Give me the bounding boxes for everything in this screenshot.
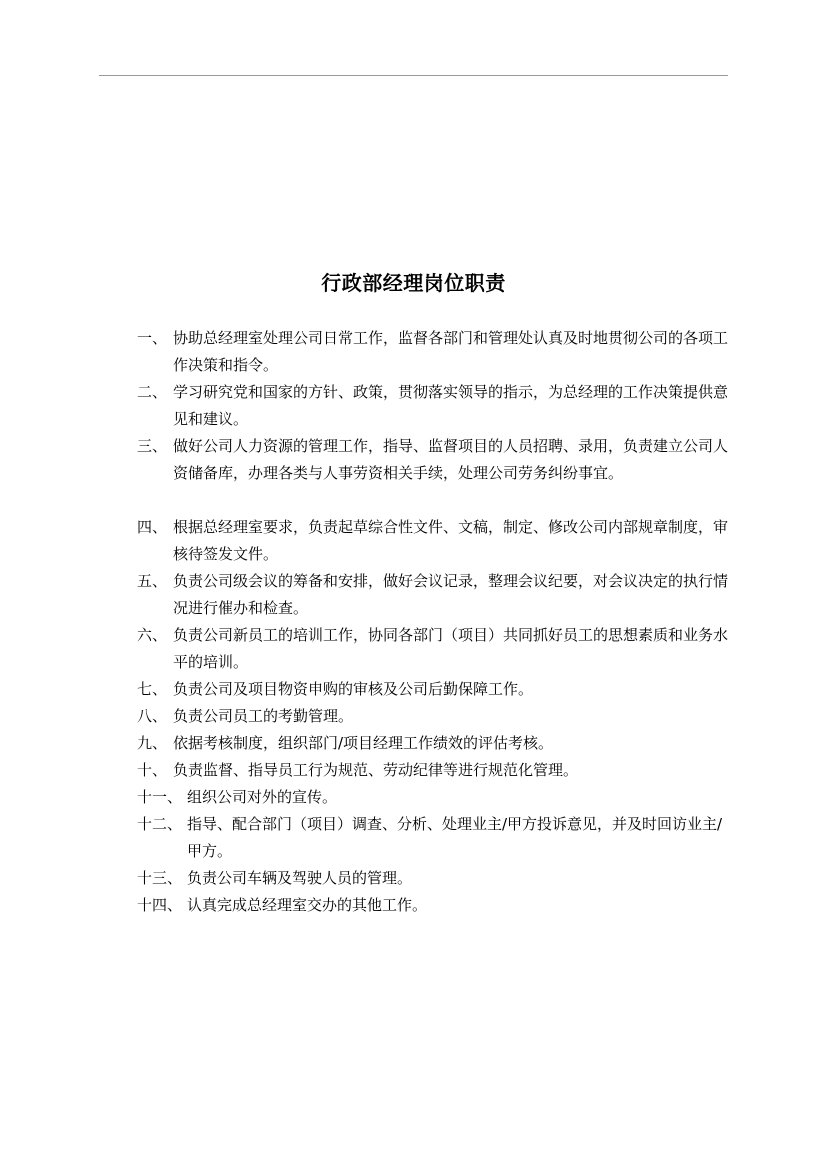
duty-text: 学习研究党和国家的方针、政策，贯彻落实领导的指示，为总经理的工作决策提供意见和建议。 bbox=[173, 383, 729, 428]
duty-text: 负责公司车辆及驾驶人员的管理。 bbox=[187, 869, 413, 887]
duty-number: 七、 bbox=[137, 680, 168, 698]
duty-text: 负责公司员工的考勤管理。 bbox=[173, 707, 354, 725]
duty-item-4 bbox=[137, 514, 737, 568]
duty-item-1 bbox=[137, 325, 737, 379]
duty-number: 十四、 bbox=[137, 896, 183, 914]
duty-item-8 bbox=[137, 703, 737, 730]
duty-text: 负责监督、指导员工行为规范、劳动纪律等进行规范化管理。 bbox=[173, 761, 579, 779]
header-rule bbox=[99, 75, 728, 76]
duty-item-3 bbox=[137, 433, 737, 487]
duty-number: 十三、 bbox=[137, 869, 183, 887]
duty-number: 十、 bbox=[137, 761, 168, 779]
duty-text: 根据总经理室要求，负责起草综合性文件、文稿，制定、修改公司内部规章制度，审核待签发文件。 bbox=[173, 518, 729, 563]
document-title: 行政部经理岗位职责 bbox=[321, 271, 506, 295]
duty-text: 负责公司及项目物资申购的审核及公司后勤保障工作。 bbox=[173, 680, 534, 698]
duty-number: 五、 bbox=[137, 572, 168, 590]
duty-text: 组织公司对外的宣传。 bbox=[187, 788, 338, 806]
duty-item-2 bbox=[137, 379, 737, 433]
duty-text: 负责公司新员工的培训工作，协同各部门（项目）共同抓好员工的思想素质和业务水平的培训。 bbox=[173, 626, 729, 671]
duty-text: 负责公司级会议的筹备和安排，做好会议记录，整理会议纪要，对会议决定的执行情况进行催办和检查。 bbox=[173, 572, 729, 617]
duty-text: 指导、配合部门（项目）调查、分析、处理业主/甲方投诉意见，并及时回访业主/甲方。 bbox=[187, 815, 723, 860]
duty-item-11 bbox=[137, 784, 737, 811]
duty-number: 九、 bbox=[137, 734, 168, 752]
duty-text: 认真完成总经理室交办的其他工作。 bbox=[187, 896, 428, 914]
duty-text: 做好公司人力资源的管理工作，指导、监督项目的人员招聘、录用，负责建立公司人资储备库，办理各类与人事劳资相关手续，处理公司劳务纠纷事宜。 bbox=[173, 437, 729, 482]
duty-item-12 bbox=[137, 811, 737, 865]
duty-text: 依据考核制度，组织部门/项目经理工作绩效的评估考核。 bbox=[173, 734, 554, 752]
duty-item-7 bbox=[137, 676, 737, 703]
duty-text: 协助总经理室处理公司日常工作，监督各部门和管理处认真及时地贯彻公司的各项工作决策和指令。 bbox=[173, 329, 729, 374]
duty-number: 八、 bbox=[137, 707, 168, 725]
duty-number: 一、 bbox=[137, 329, 168, 347]
duty-number: 六、 bbox=[137, 626, 168, 644]
duty-number: 二、 bbox=[137, 383, 168, 401]
duty-number: 十二、 bbox=[137, 815, 183, 833]
duty-number: 十一、 bbox=[137, 788, 183, 806]
duty-number: 四、 bbox=[137, 518, 168, 536]
duty-item-9 bbox=[137, 730, 737, 757]
duty-list bbox=[137, 325, 737, 919]
duty-item-14 bbox=[137, 892, 737, 919]
duty-item-10 bbox=[137, 757, 737, 784]
duty-item-6 bbox=[137, 622, 737, 676]
duty-item-13 bbox=[137, 865, 737, 892]
duty-number: 三、 bbox=[137, 437, 168, 455]
duty-item-5 bbox=[137, 568, 737, 622]
